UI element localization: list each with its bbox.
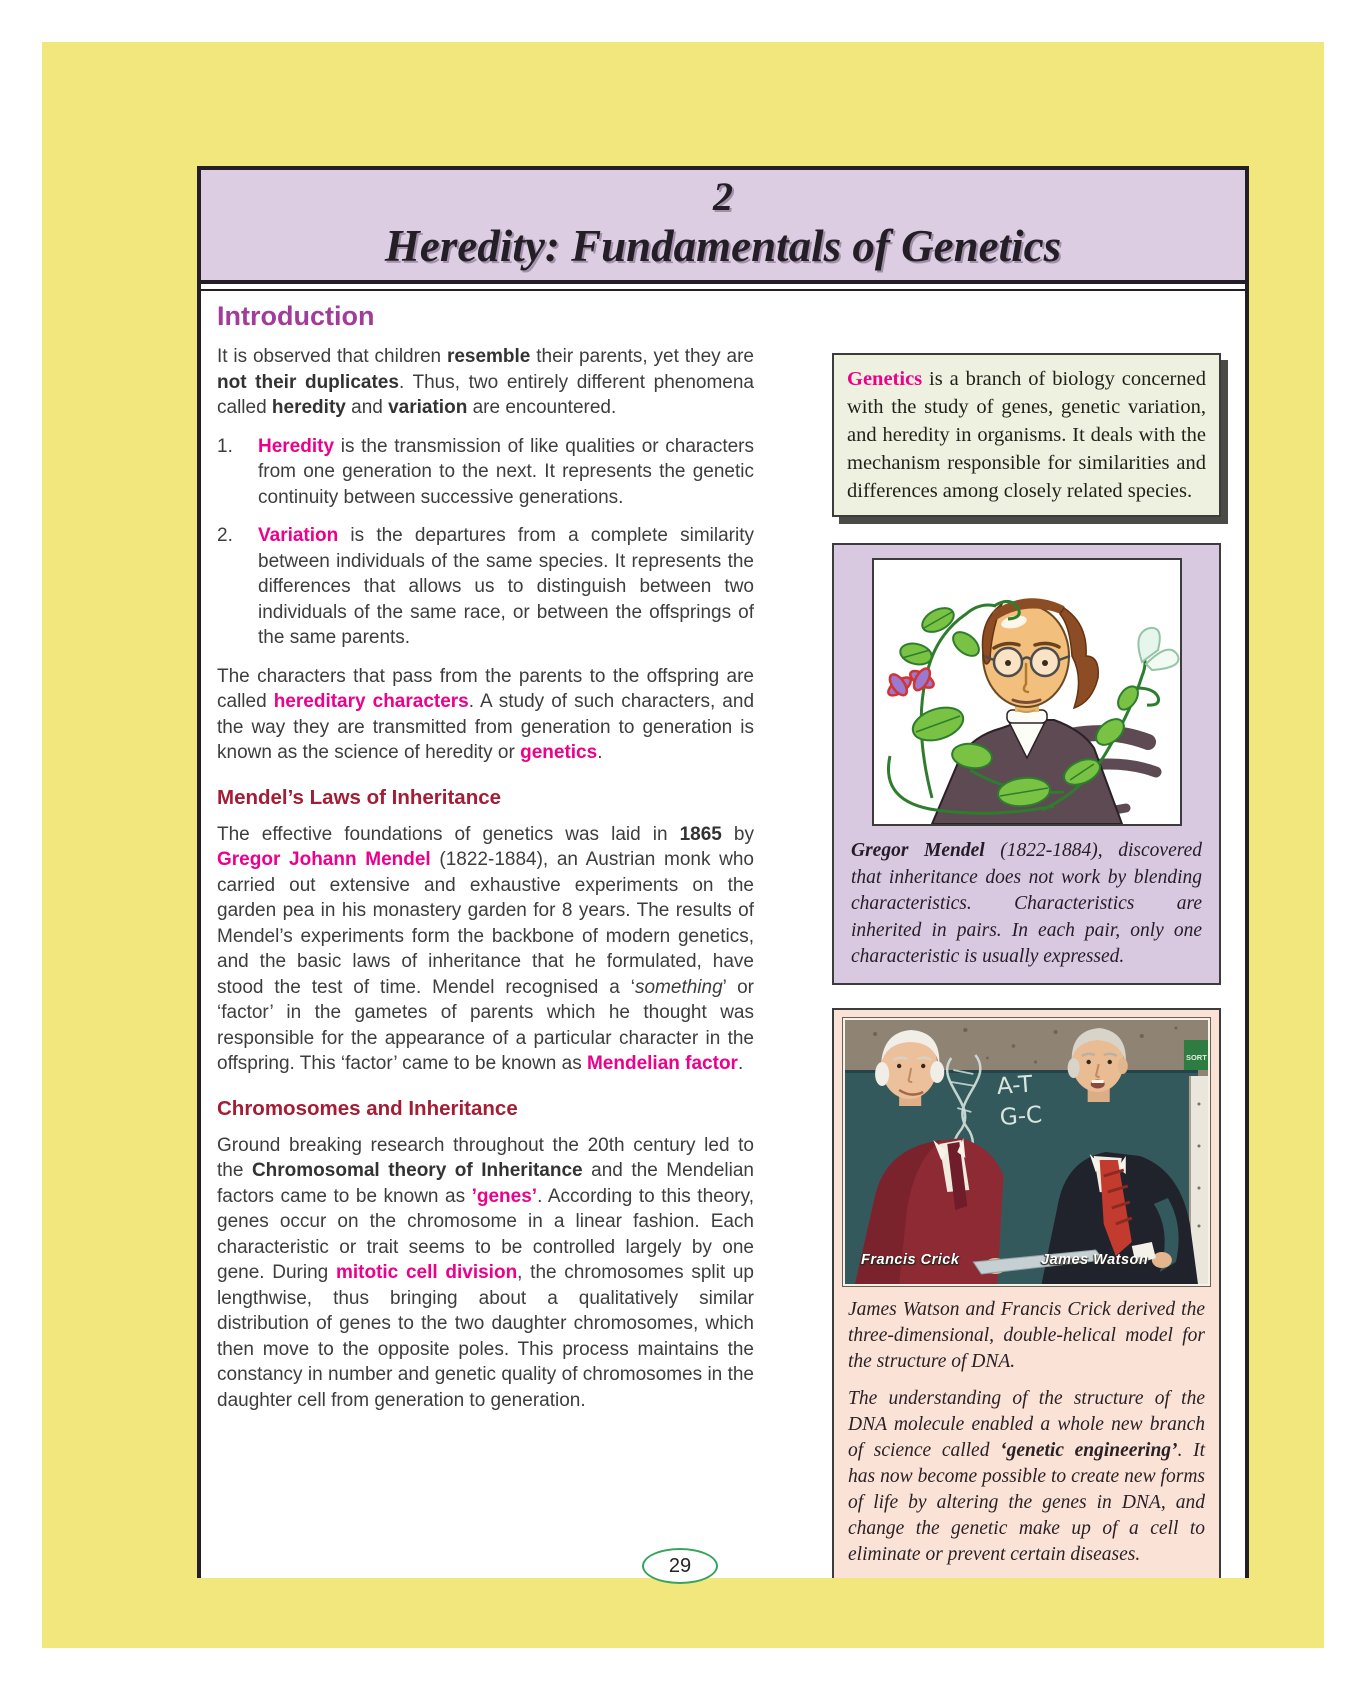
chapter-title: Heredity: Fundamentals of Genetics <box>384 221 1062 271</box>
mendel-caption: Gregor Mendel (1822-1884), discovered that inheritance does not work by blending characteristics. Characteristics are inherited in pairs. In each pair, only one characteristic is usually expressed. <box>851 840 1202 967</box>
banner-divider <box>201 284 1245 291</box>
list-item-heredity <box>217 434 754 511</box>
photo-label-crick: Francis Crick <box>861 1251 960 1268</box>
list-number: 1. <box>217 435 233 457</box>
page-frame <box>197 166 1249 1578</box>
watson-crick-photo <box>843 1018 1210 1286</box>
section-heading-mendels-laws: Mendel’s Laws of Inheritance <box>217 785 502 809</box>
page-background <box>42 42 1324 1648</box>
mendels-laws-paragraph: The effective foundations of genetics was laid in 1865 by Gregor Johann Mendel (1822-1884), an Austrian monk who carried out extensive and exhaustive experiments on the garden pea in his monastery garden for 8 years. The results of Mendel’s experiments form the backbone of modern genetics, and the basic laws of inheritance that he formulated, have stood the test of time. Mendel recognised a ‘something’ or ‘factor’ in the gametes of parents which he thought was responsible for the appearance of a particular character in the offspring. This ‘factor’ came to be known as Mendelian factor. <box>217 823 754 1074</box>
photo-label-watson: James Watson <box>1041 1251 1149 1268</box>
intro-heading: Introduction <box>217 301 375 331</box>
left-column <box>217 299 754 1426</box>
chapter-number: 2 <box>713 174 733 219</box>
list-number: 2. <box>217 525 233 546</box>
chromosomes-paragraph: Ground breaking research throughout the 20th century led to the Chromosomal theory of Inheritance and the Mendelian factors came to be known as ’genes’. According to this theory, genes occur on the chromosome in a linear fashion. Each characteristic or trait seems to be controlled largely by one gene. During mitotic cell division, the chromosomes split up lengthwise, thus bringing about a qualitatively similar distribution of genes to the two daughter chromosomes, which then move to the opposite poles. This process maintains the constancy in number and genetic quality of chromosomes in the daughter cell from generation to generation. <box>217 1134 754 1411</box>
page-number: 29 <box>668 1554 692 1577</box>
right-column <box>832 291 1221 1578</box>
watson-caption-1: James Watson and Francis Crick derived the three-dimensional, double-helical model for the structure of DNA. <box>848 1298 1205 1372</box>
chapter-banner <box>201 170 1245 284</box>
page-number-badge <box>642 1548 718 1584</box>
chalkboard-text-at: A-T <box>996 1071 1034 1100</box>
genetics-definition-box: Genetics is a branch of biology concerned with the study of genes, genetic variation, and heredity in organisms. It deals with the mechanism responsible for similarities and differences among closely related species. <box>832 353 1221 517</box>
gregor-mendel-drawing-icon <box>874 560 1180 824</box>
content-area <box>201 291 1245 1578</box>
list-text: Variation is the departures from a complete similarity between individuals of the same species. It represents the differences that allows us to distinguish between two individuals of the same race, or between the offsprings of the same parents. <box>258 525 754 648</box>
watson-figure-box <box>832 1008 1221 1579</box>
mendel-illustration <box>872 558 1182 826</box>
list-text: Heredity is the transmission of like qualities or characters from one generation to the next. It represents the genetic continuity between successive generations. <box>258 435 754 508</box>
intro-paragraph: It is observed that children resemble their parents, yet they are not their duplicates. Thus, two entirely different phenomena called heredity and variation are encountered. <box>217 346 754 418</box>
mendel-figure-box <box>832 543 1221 985</box>
chalkboard-text-gc: G-C <box>999 1101 1044 1131</box>
watson-caption-2: The understanding of the structure of the DNA molecule enabled a whole new branch of science called ‘genetic engineering’. It has now become possible to create new forms of life by altering the genes in DNA, and change the genetic make up of a cell to eliminate or prevent certain diseases. <box>848 1387 1205 1565</box>
hereditary-characters-paragraph: The characters that pass from the parents to the offspring are called hereditary characters. A study of such characters, and the way they are transmitted from generation to generation is known as the science of heredity or genetics. <box>217 665 755 763</box>
watson-crick-photo-icon <box>845 1020 1208 1284</box>
sign-text: SORT <box>1185 1052 1207 1062</box>
list-item-variation <box>217 523 754 651</box>
section-heading-chromosomes: Chromosomes and Inheritance <box>217 1096 518 1120</box>
